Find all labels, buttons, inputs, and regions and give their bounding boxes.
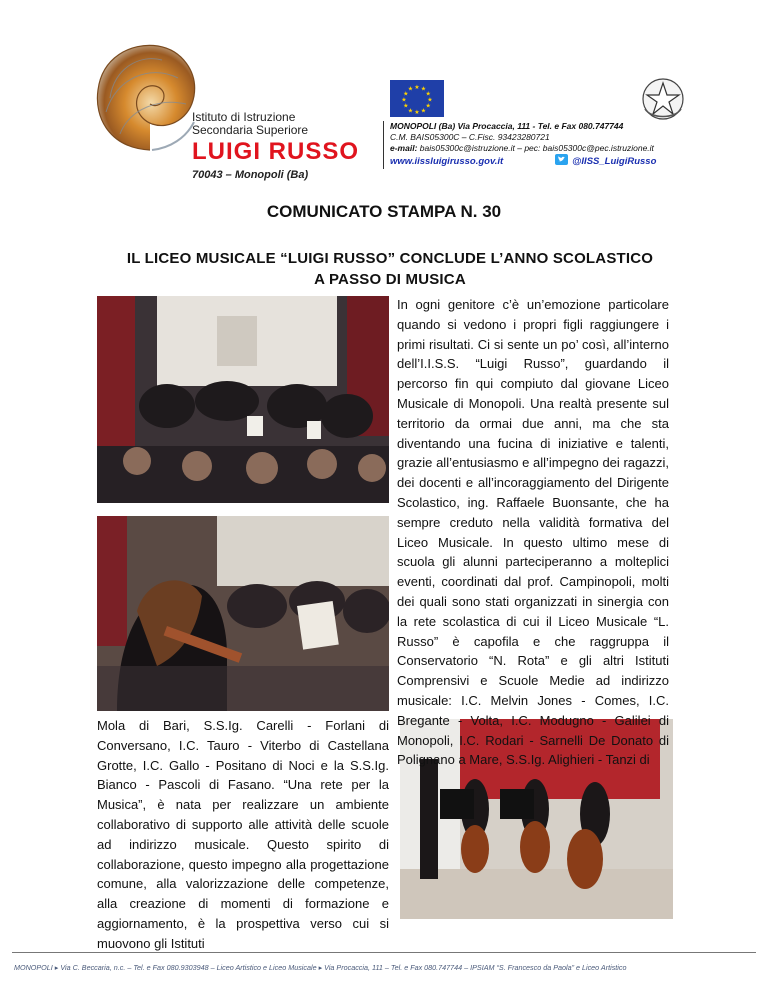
contact-email-label: e-mail: (390, 143, 418, 153)
svg-text:★: ★ (407, 85, 414, 93)
orchestra-photo-1 (97, 296, 389, 503)
twitter-icon (555, 154, 568, 169)
website-link[interactable]: www.iissluigirusso.gov.it (390, 156, 504, 167)
article-paragraph-1: In ogni genitore c’è un’emozione particolare quando si vedono i propri figli raggiungere i primi risultati. Ci si sente un po’ così, all’interno dell’I.I.S.S. “Luigi Russo”, guardando il percorso fin qui compiuto dal giovane Liceo Musicale di Monopoli. Una realtà presente sul territorio da ormai due anni, ma che sta diventando una fucina di iniziative e talenti, grazie all’entusiasmo e all’impegno dei ragazzi, dei docenti e all’incoraggiamento del Dirigente Scolastico, ing. Raffaele Buonsante, che ha sempre creduto nella validità formativa del Liceo Musicale. In questo ultimo mese di scuola gli alunni parteciperanno a molteplici eventi, coordinati dal prof. Campinopoli, molti dei quali sono stati organizzati in sinergia con la rete scolastica di cui il Liceo Musicale “L. Russo” è capofila e che raggruppa il Conservatorio “N. Rota” e gli altri Istituti Comprensivi e Scuole Medie ad indirizzo musicale: I.C. Melvin Jones - Comes, I.C. Bregante - Volta, I.C. Modugno - Galilei di Monopoli, I.C. Rodari - Sarnelli De Donato di Polignano a Mare, S.S.Ig. Alighieri - Tanzi di (397, 297, 669, 768)
svg-text:★: ★ (414, 109, 420, 116)
footer-address: MONOPOLI ▸ Via C. Beccaria, n.c. – Tel. e Fax 080.9303948 – Liceo Artistico e Liceo Musicale ▸ Via Procaccia, 111 – Tel. e Fax 080.747744 – IPSIAM “S. Francesco da Paola” e Liceo Artistico (14, 963, 627, 972)
contact-codes: C.M. BAIS05300C – C.Fisc. 93423280721 (390, 132, 550, 142)
school-identity (192, 111, 392, 181)
svg-text:★: ★ (403, 90, 409, 98)
school-name: LUIGI RUSSO (192, 138, 360, 165)
svg-text:★: ★ (420, 85, 427, 93)
svg-text:★: ★ (401, 96, 407, 104)
article-paragraph-2: Mola di Bari, S.S.Ig. Carelli - Forlani di Conversano, I.C. Tauro - Viterbo di Castellana Grotte, I.C. Gallo - Positano di Noci e la S.S.Ig. Bianco - Pascoli di Fasano. “Una rete per la Musica”, è nata per realizzare un ambiente collaborativo di supporto alle attività delle scuole ad indirizzo musicale. Questo spirito di collaborazione, questo impegno alla progettazione comune, alla valorizzazione delle competenze, alla creazione di momenti di formazione e aggiornamento, è la prospettiva verso cui si muovono gli Istituti (97, 718, 389, 951)
svg-text:★: ★ (403, 102, 409, 110)
contact-email[interactable]: bais05300c@istruzione.it – pec: bais05300c@pec.istruzione.it (419, 143, 654, 153)
twitter-link[interactable] (555, 154, 656, 169)
eu-flag-icon (390, 80, 444, 117)
contact-info (383, 121, 690, 169)
svg-text:★: ★ (407, 107, 414, 115)
school-city: 70043 – Monopoli (Ba) (192, 169, 309, 181)
svg-text:★: ★ (414, 84, 420, 91)
italian-emblem-icon (639, 75, 687, 123)
headline-line-1: IL LICEO MUSICALE “LUIGI RUSSO” CONCLUDE L’ANNO SCOLASTICO (126, 250, 654, 267)
headline (90, 248, 690, 290)
svg-text:★: ★ (425, 90, 431, 98)
svg-text:★: ★ (420, 107, 427, 115)
contact-address: MONOPOLI (Ba) Via Procaccia, 111 - Tel. e Fax 080.747744 (390, 121, 624, 131)
twitter-handle: @IISS_LuigiRusso (572, 156, 657, 167)
press-release-title: COMUNICATO STAMPA N. 30 (266, 202, 502, 221)
footer-divider (12, 952, 756, 953)
shell-logo-icon (90, 38, 202, 158)
contact-email-row (390, 143, 690, 154)
headline-line-2: A PASSO DI MUSICA (314, 271, 466, 288)
school-line-1: Istituto di Istruzione (192, 110, 296, 124)
school-line-2: Secondaria Superiore (192, 123, 309, 137)
svg-text:★: ★ (425, 102, 431, 110)
orchestra-photo-2 (97, 516, 389, 711)
contact-web-row (390, 154, 690, 169)
svg-text:★: ★ (427, 96, 433, 104)
